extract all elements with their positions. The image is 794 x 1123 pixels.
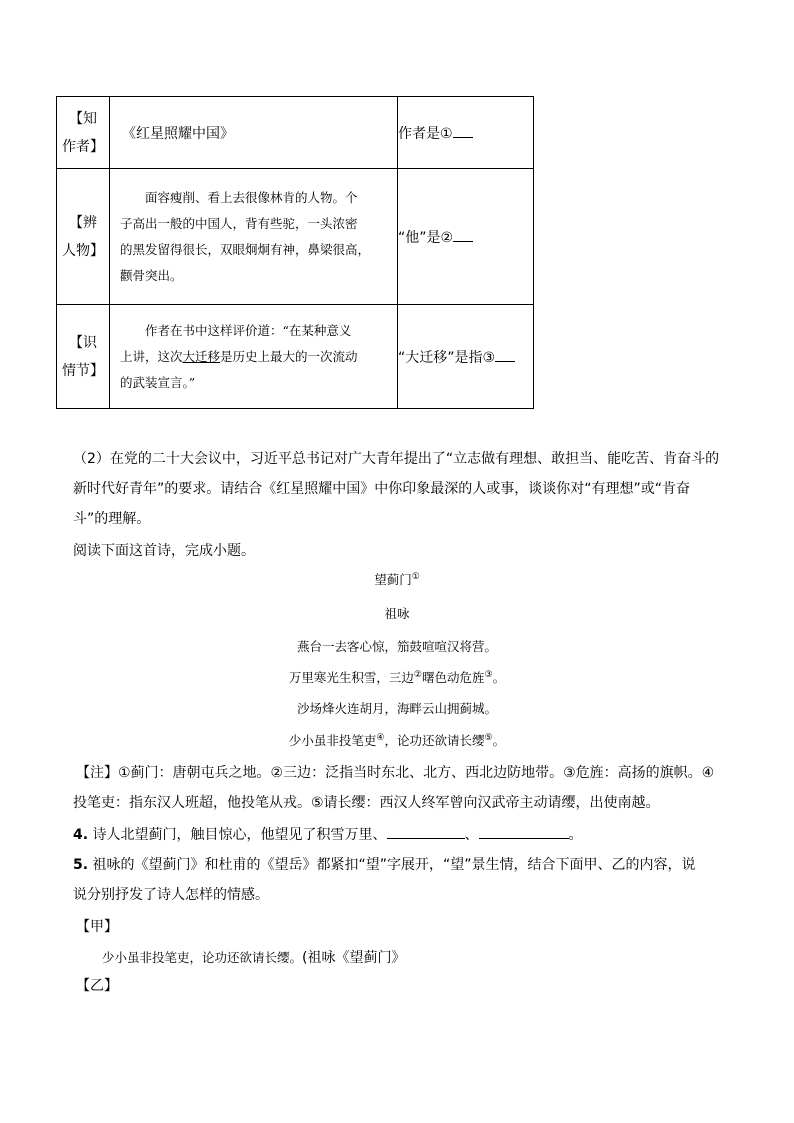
table-row (57, 305, 534, 409)
row-label: 【知 作者】 (57, 97, 110, 169)
answer-blank[interactable] (453, 123, 473, 138)
table-row (57, 97, 534, 169)
section-label-yi: 【乙】 (76, 978, 118, 994)
reading-instruction: 阅读下面这首诗，完成小题。 (73, 543, 255, 559)
answer-blank[interactable] (453, 227, 473, 242)
poem-line: 万里寒光生积雪，三边②曙色动危旌③。 (288, 669, 506, 685)
question-5: 说分别抒发了诗人怎样的情感。 (73, 887, 269, 903)
underlined-term: 大迁移 (182, 348, 221, 364)
poem-line: 少小虽非投笔吏④，论功还欲请长缨⑤。 (288, 732, 506, 748)
question-2-line: 新时代好青年”的要求。请结合《红星照耀中国》中你印象最深的人或事，谈谈你对“有理想”或“肯奋 (73, 481, 691, 497)
poem-line: 燕台一去客心惊，笳鼓喧喧汉将营。 (296, 639, 497, 654)
quoted-line: 少小虽非投笔吏，论功还欲请长缨。(祖咏《望蓟门》 (102, 950, 406, 966)
character-description: 面容瘦削、看上去很像林肯的人物。个 子高出一般的中国人，背有些驼，一头浓密 的黑发留得很长，双眼炯炯有神，鼻梁很高， 颧骨突出。 (110, 169, 398, 305)
section-label-jia: 【甲】 (76, 919, 118, 935)
question-cell: “大迁移”是指③ (398, 305, 534, 409)
question-2-line: 斗”的理解。 (73, 511, 151, 527)
question-4: 4. 诗人北望蓟门，触目惊心，他望见了积雪万里、 、 。 (73, 820, 723, 850)
row-label: 【辨 人物】 (57, 169, 110, 305)
answer-blank[interactable] (495, 347, 515, 362)
poem-note: 【注】①蓟门：唐朝屯兵之地。②三边：泛指当时东北、北方、西北边防地带。③危旌：高扬的旗帜。④ (76, 765, 715, 781)
book-title: 《红星照耀中国》 (110, 97, 398, 169)
answer-blank[interactable] (479, 824, 569, 839)
poem-title: 望蓟门① (374, 571, 420, 587)
question-cell: 作者是① (398, 97, 534, 169)
answer-blank[interactable] (387, 824, 465, 839)
plot-description: 作者在书中这样评价道：“在某种意义 上讲，这次大迁移是历史上最大的一次流动 的武装宣言。” (110, 305, 398, 409)
question-2-line: （2）在党的二十大会议中，习近平总书记对广大青年提出了“立志做有理想、敢担当、能吃苦、肯奋斗的 (73, 451, 720, 467)
question-5: 5. 祖咏的《望蓟门》和杜甫的《望岳》都紧扣“望”字展开，“望”景生情，结合下面甲、乙的内容，说 (73, 857, 696, 873)
row-label: 【识 情节】 (57, 305, 110, 409)
poem-line: 沙场烽火连胡月，海畔云山拥蓟城。 (296, 701, 497, 716)
poem-author: 祖咏 (384, 606, 410, 621)
poem-note: 投笔吏：指东汉人班超，他投笔从戎。⑤请长缨：西汉人终军曾向汉武帝主动请缨，出使南越。 (73, 795, 660, 811)
table-row (57, 169, 534, 305)
question-cell: “他”是② (398, 169, 534, 305)
reading-table (56, 96, 534, 409)
